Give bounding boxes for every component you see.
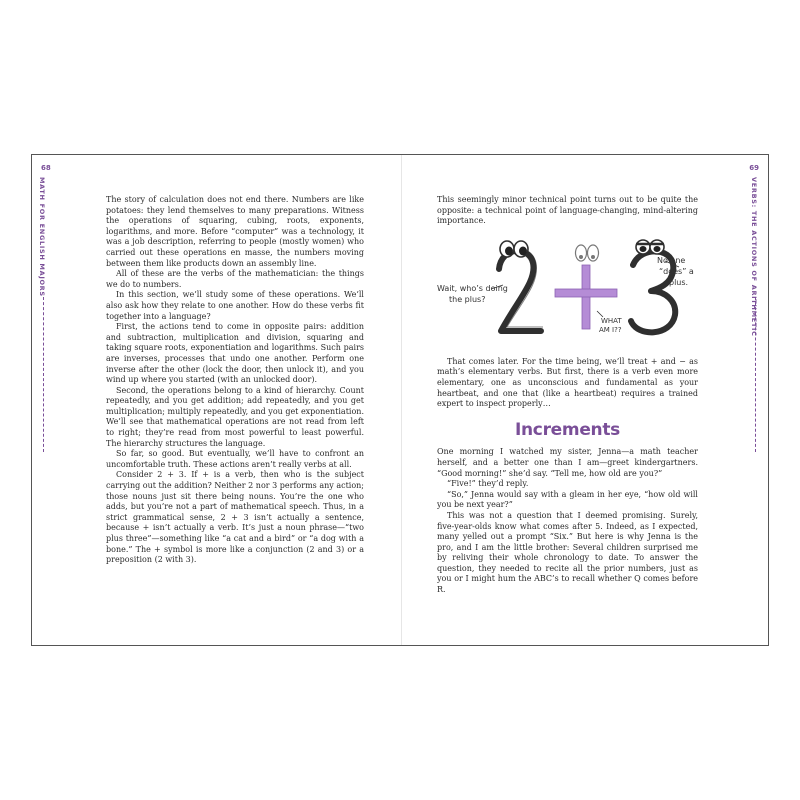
paragraph: All of these are the verbs of the mathematician: the things we do to numbers. <box>106 269 364 289</box>
speech-plus-line-1: WHAT <box>601 316 622 325</box>
two-plus-three-illustration <box>437 231 698 343</box>
running-head-left-rule <box>43 297 44 452</box>
paragraph: “So,” Jenna would say with a gleam in her eye, “how old will you be next year?” <box>437 489 698 510</box>
paragraph: In this section, we’ll study some of these operations. We’ll also ask how they relate to one another. How do these verbs fit together into a language? <box>106 290 364 321</box>
running-head-right-rule <box>755 297 756 452</box>
running-head-left <box>37 177 51 477</box>
paragraph: This was not a question that I deemed promising. Surely, five-year-olds know what comes after 5. Indeed, as I expected, many yelled out a prompt “Six.” But here is why Jenna is the pro, and I am the little brother: Several children surprised me by reliving their whole chronology to date. To answer the question, they needed to recite all the prior numbers, just as you or I might hum the ABC’s to recall whether Q comes before R. <box>437 510 698 595</box>
paragraph: So far, so good. But eventually, we’ll have to confront an uncomfortable truth. These actions aren’t really verbs at all. <box>106 449 364 469</box>
paragraph: One morning I watched my sister, Jenna—a math teacher herself, and a better one than I am—greet kindergartners. “Good morning!” she’d say. “Tell me, how old are you?” <box>437 447 698 478</box>
paragraph: First, the actions tend to come in opposite pairs: addition and subtraction, multiplication and division, squaring and taking square roots, exponentiation and logarithms. Such pairs are inverses, processes that undo one another. Perform one inverse after the other (lock the door, then unlock it), and you wind up where you started (with an unlocked door). <box>106 322 364 385</box>
illustration-svg <box>437 231 698 343</box>
speech-plus-line-2: AM I?? <box>599 325 622 334</box>
running-head-left-text: MATH FOR ENGLISH MAJORS <box>38 177 46 297</box>
page-number-right: 69 <box>749 164 759 172</box>
paragraph: Consider 2 + 3. If + is a verb, then who is the subject carrying out the addition? Neither 2 nor 3 performs any action; those nouns just sit there being nouns. You’re the one who adds, but you’re not a part of mathematical speech. Thus, in a strict grammatical sense, 2 + 3 isn’t actually a sentence, because + isn’t actually a verb. It’s just a noun phrase—“two plus three”—something like “a cat and a bird” or “a dog with a bone.” The + symbol is more like a conjunction (2 and 3) or a preposition (2 with 3). <box>106 470 364 565</box>
book-spread <box>31 154 769 646</box>
running-head-right-text: VERBS: THE ACTIONS OF ARITHMETIC <box>750 177 758 337</box>
paragraph: This seemingly minor technical point turns out to be quite the opposite: a technical point of language-changing, mind-altering importance. <box>437 195 698 226</box>
speech-three-line-1: No one <box>657 255 686 265</box>
paragraph: That comes later. For the time being, we’ll treat + and − as math’s elementary verbs. But first, there is a verb even more elementary, one as unconscious and fundamental as your heartbeat, and one that (like a heartbeat) requires a trained expert to inspect properly… <box>437 356 698 409</box>
paragraph: The story of calculation does not end there. Numbers are like potatoes: they lend themselves to many preparations. Witness the operations of squaring, cubing, roots, exponents, logarithms, and more. Before “computer” was a technology, it was a job description, referring to people (mostly women) who carried out these operations en masse, the numbers moving between them like products down an assembly line. <box>106 195 364 268</box>
speech-two-line-2: the plus? <box>449 294 486 304</box>
right-page-text <box>437 195 698 596</box>
page-number-left: 68 <box>41 164 51 172</box>
speech-two-line-1: Wait, who’s doing <box>437 283 508 293</box>
left-page-text <box>106 195 364 566</box>
speech-three-line-2: “does” a <box>659 266 694 276</box>
speech-three-line-3: plus. <box>669 277 689 287</box>
gutter <box>401 155 402 645</box>
section-heading: Increments <box>514 419 620 440</box>
paragraph: Second, the operations belong to a kind of hierarchy. Count repeatedly, and you get addition; add repeatedly, and you get multiplication; multiply repeatedly, and you get exponentiation. We’ll see that mathematical operations are not read from left to right; they’re read from most powerful to least powerful. The hierarchy structures the language. <box>106 385 364 448</box>
paragraph: “Five!” they’d reply. <box>447 479 529 489</box>
running-head-right <box>749 177 763 477</box>
